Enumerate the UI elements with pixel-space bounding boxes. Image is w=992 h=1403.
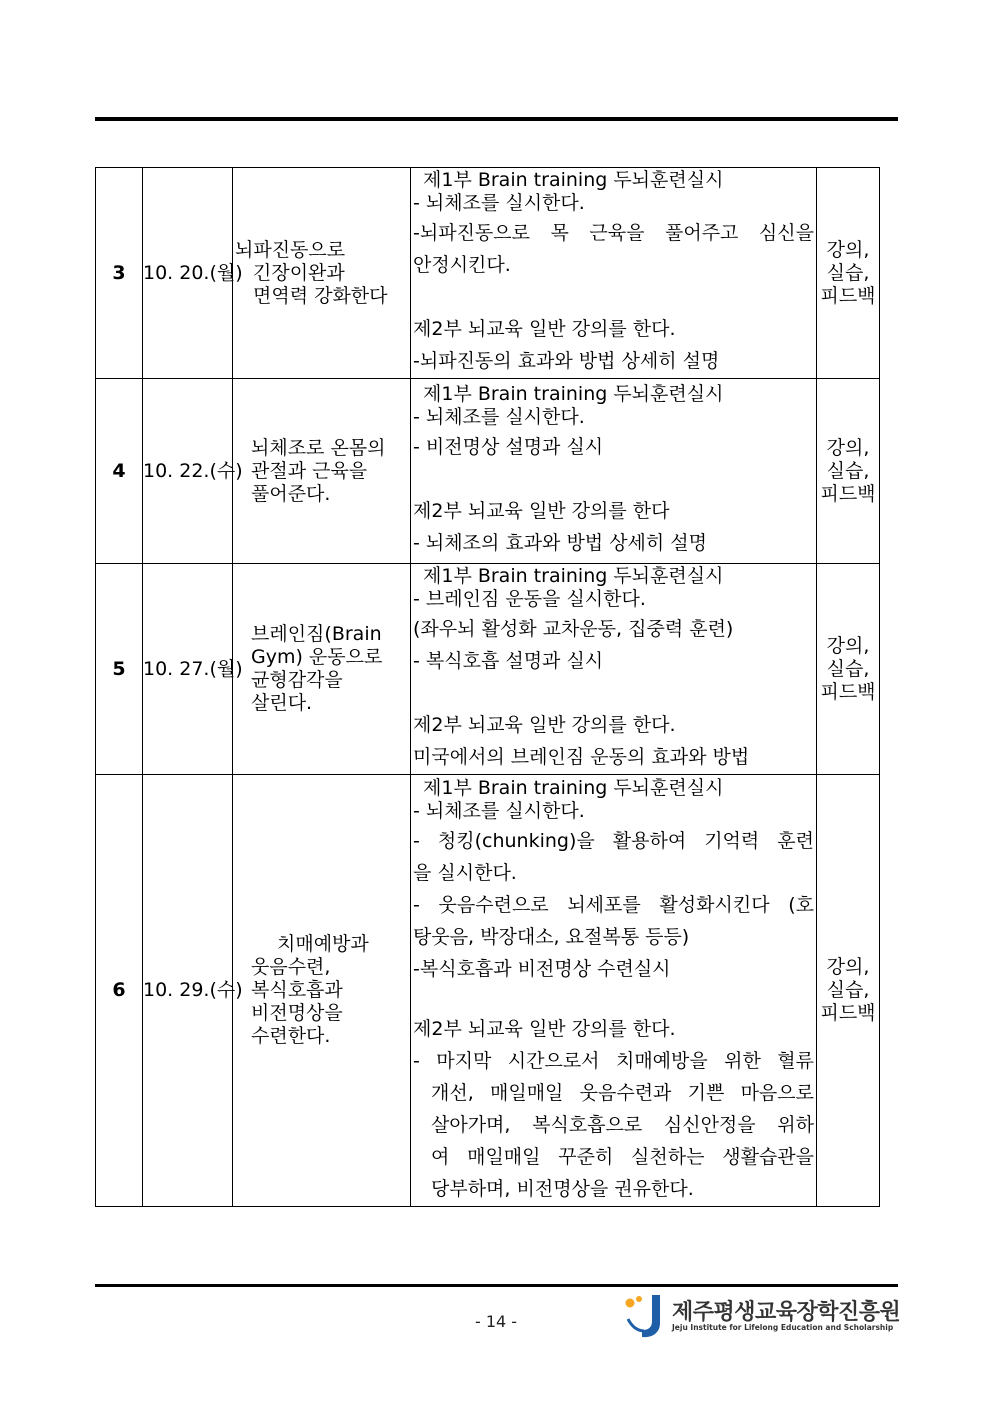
session-content — [411, 168, 817, 379]
content-line: 당부하며, 비전명상을 권유한다. — [431, 1177, 694, 1200]
part2-title: 제2부 뇌교육 일반 강의를 한다. — [413, 318, 676, 340]
footer-rule — [95, 1284, 898, 1287]
content-line: 여 매일매일 꾸준히 실천하는 생활습관을 — [431, 1145, 814, 1168]
institute-name: 제주평생교육장학진흥원 — [672, 1300, 901, 1325]
content-line: 탕웃음, 박장대소, 요절복통 등등) — [413, 925, 690, 948]
table-row — [96, 168, 880, 379]
header-rule — [95, 117, 898, 121]
session-date: 10. 20.(월) — [143, 168, 233, 379]
content-line: 미국에서의 브레인짐 운동의 효과와 방법 — [413, 746, 750, 768]
content-line: 살아가며, 복식호흡으로 심신안정을 위하 — [431, 1113, 814, 1136]
content-line: - 복식호흡 설명과 실시 — [413, 650, 604, 672]
session-date: 10. 22.(수) — [143, 379, 233, 564]
session-content — [411, 564, 817, 775]
content-line: -복식호흡과 비전명상 수련실시 — [413, 957, 671, 980]
content-line: - 뇌체조의 효과와 방법 상세히 설명 — [413, 532, 708, 554]
institute-subtitle: Jeju Institute for Lifelong Education and Scholarship — [672, 1323, 894, 1332]
session-content — [411, 379, 817, 564]
content-line: -뇌파진동의 효과와 방법 상세히 설명 — [413, 350, 720, 372]
content-line: (좌우뇌 활성화 교차운동, 집중력 훈련) — [413, 618, 734, 640]
content-line: - 웃음수련으로 뇌세포를 활성화시킨다 (호 — [413, 893, 814, 916]
session-date: 10. 27.(월) — [143, 564, 233, 775]
content-line: 을 실시한다. — [413, 861, 517, 884]
content-line: - 마지막 시간으로서 치매예방을 위한 혈류 — [413, 1049, 814, 1072]
content-line: 개선, 매일매일 웃음수련과 기쁜 마음으로 — [431, 1081, 814, 1104]
content-line: - 뇌체조를 실시한다. — [413, 406, 585, 428]
content-line: - 브레인짐 운동을 실시한다. — [413, 588, 646, 610]
table-row — [96, 379, 880, 564]
content-line: - 비전명상 설명과 실시 — [413, 436, 604, 458]
teaching-method: 강의, 실습, 피드백 — [817, 168, 880, 379]
table-row — [96, 564, 880, 775]
part2-title: 제2부 뇌교육 일반 강의를 한다. — [413, 714, 676, 736]
part1-title: 제1부 Brain training 두뇌훈련실시 — [423, 169, 724, 191]
session-number: 4 — [96, 379, 143, 564]
session-number: 6 — [96, 775, 143, 1207]
content-line: - 청킹(chunking)을 활용하여 기억력 훈련 — [413, 829, 814, 852]
teaching-method: 강의, 실습, 피드백 — [817, 379, 880, 564]
content-line: - 뇌체조를 실시한다. — [413, 192, 585, 214]
lesson-plan-table — [95, 167, 880, 1207]
content-line: 안정시킨다. — [413, 254, 511, 276]
part1-title: 제1부 Brain training 두뇌훈련실시 — [423, 565, 724, 587]
table-row — [96, 775, 880, 1207]
part1-title: 제1부 Brain training 두뇌훈련실시 — [423, 383, 724, 405]
part1-title: 제1부 Brain training 두뇌훈련실시 — [423, 776, 724, 799]
session-number: 3 — [96, 168, 143, 379]
session-topic: 브레인짐(Brain Gym) 운동으로 균형감각을 살린다. — [233, 564, 411, 775]
session-topic: 뇌체조로 온몸의 관절과 근육을 풀어준다. — [233, 379, 411, 564]
session-content — [411, 775, 817, 1207]
session-number: 5 — [96, 564, 143, 775]
session-topic: 치매예방과 웃음수련, 복식호흡과 비전명상을 수련한다. — [233, 775, 411, 1207]
teaching-method: 강의, 실습, 피드백 — [817, 564, 880, 775]
content-line: - 뇌체조를 실시한다. — [413, 799, 585, 822]
session-topic: 뇌파진동으로 긴장이완과 면역력 강화한다 — [233, 168, 411, 379]
institute-logo-icon — [624, 1293, 668, 1339]
content-line: -뇌파진동으로 목 근육을 풀어주고 심신을 — [413, 222, 814, 244]
institute-logo — [624, 1293, 901, 1339]
page-number: - 14 - — [474, 1312, 518, 1331]
part2-title: 제2부 뇌교육 일반 강의를 한다. — [413, 1017, 676, 1040]
part2-title: 제2부 뇌교육 일반 강의를 한다 — [413, 500, 670, 522]
session-date: 10. 29.(수) — [143, 775, 233, 1207]
teaching-method: 강의, 실습, 피드백 — [817, 775, 880, 1207]
